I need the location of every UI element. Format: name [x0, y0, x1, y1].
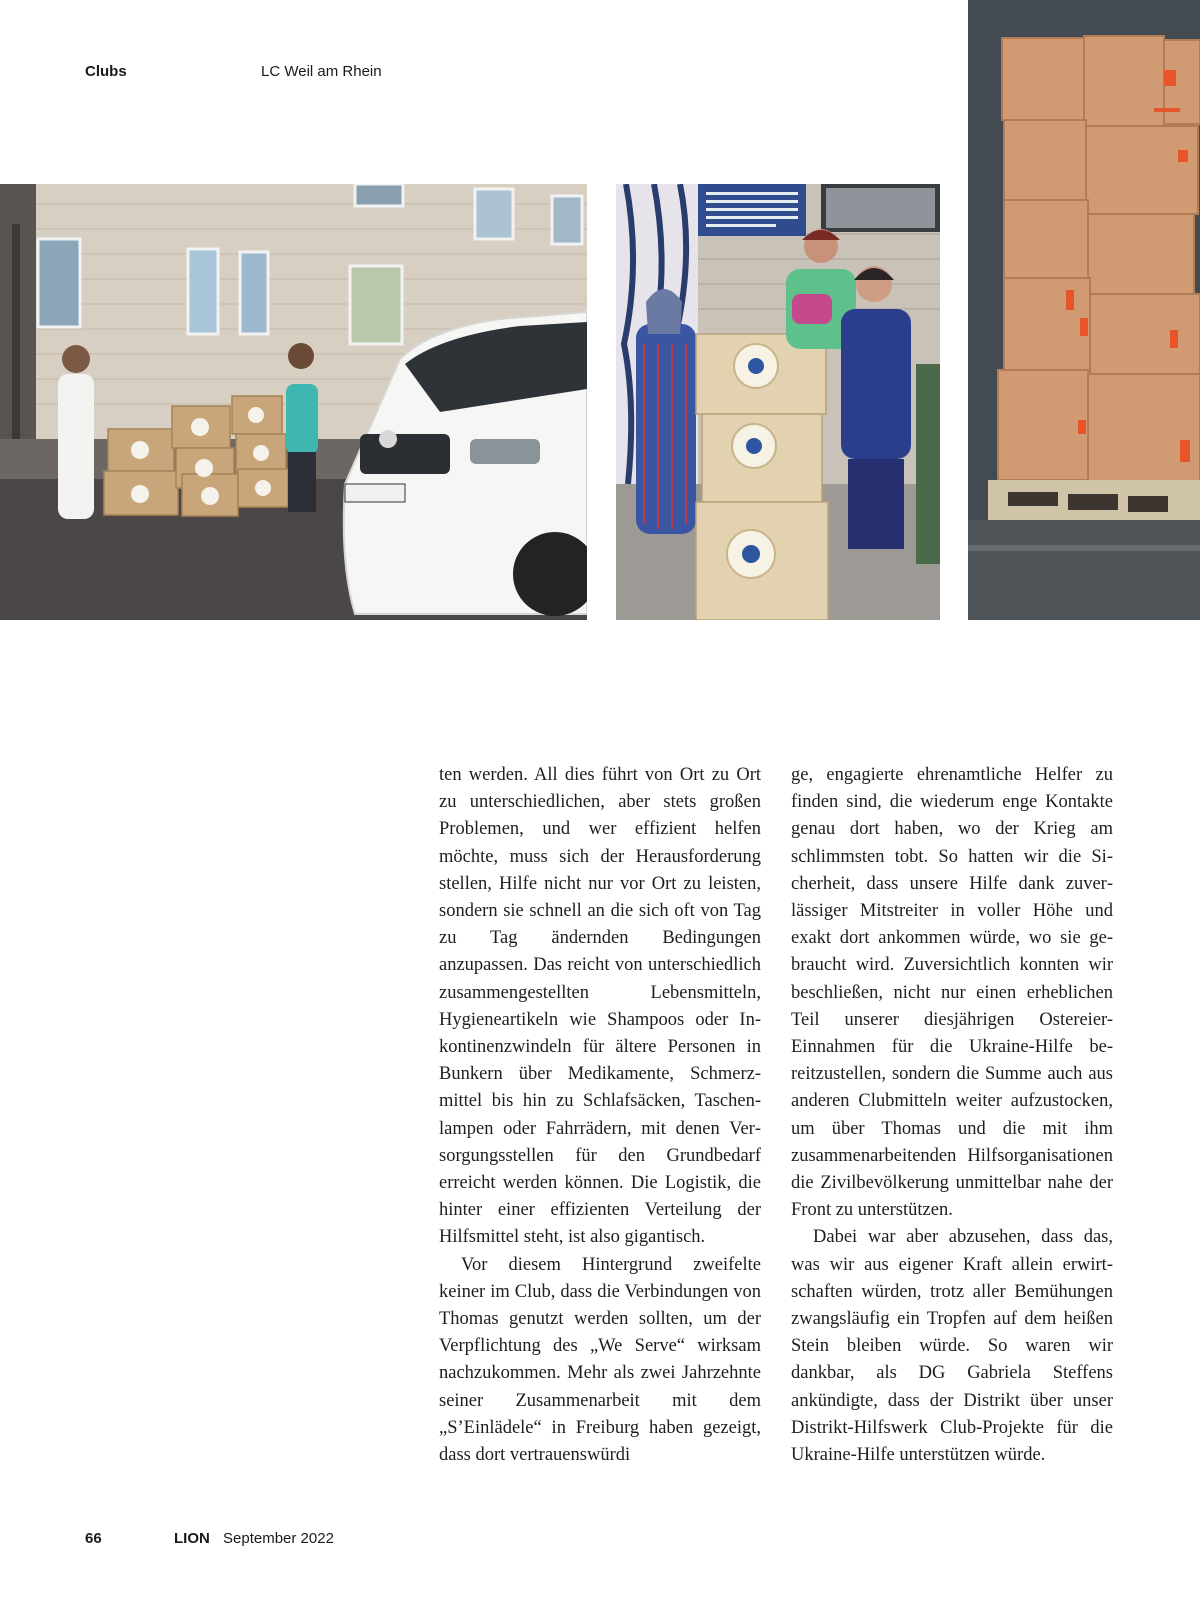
magazine-name: LION — [174, 1530, 210, 1547]
issue-date: September 2022 — [223, 1530, 334, 1547]
photo-van-delivery-image — [0, 184, 587, 620]
club-name: LC Weil am Rhein — [261, 63, 382, 80]
article-paragraph: Dabei war aber abzusehen, dass das, was wir aus eigener Kraft allein erwirtschaften würden, trotz aller Bemühungen zwangsläufig ein Tropfen auf dem heißen Stein bleiben würde. So waren wir dankbar, als DG Gabriela Steffens ankündigte, dass der Distrikt über unser Distrikt-Hilfswerk Club-Projekte für die Ukraine-Hilfe unterstützen würde. — [791, 1227, 1113, 1466]
photo-pallet-boxes — [968, 0, 1200, 620]
page-number: 66 — [85, 1530, 102, 1547]
section-label: Clubs — [85, 63, 127, 80]
photo-pallet-boxes-image — [968, 0, 1200, 620]
article-column-left — [439, 762, 761, 1469]
photo-women-with-boxes-image — [616, 184, 940, 620]
article-paragraph: ge, engagierte ehrenamtliche Helfer zu finden sind, die wiederum enge Kontakte genau dort haben, wo der Krieg am schlimmsten tobt. So hatten wir die Sicherheit, dass unsere Hilfe dank zuverlässiger Mitstreiter in voller Höhe und exakt dort ankommen würde, wo sie gebraucht wird. Zuversichtlich konnten wir beschließen, nicht nur einen erheblichen Teil unserer diesjährigen Ostereier-Einnahmen für die Ukraine-Hilfe bereitzustellen, sondern die Summe auch aus anderen Clubmitteln weiter aufzustocken, um über Thomas und die mit ihm zusammenarbeitenden Hilfsorganisationen die Zivilbevölkerung unmittelbar nahe der Front zu unterstützen. — [791, 765, 1113, 1221]
photo-van-delivery — [0, 184, 587, 620]
article-column-right — [791, 762, 1113, 1469]
photo-women-with-boxes — [616, 184, 940, 620]
article-paragraph: ten werden. All dies führt von Ort zu Ort zu unterschiedlichen, aber stets großen Problemen, und wer effizient helfen möchte, muss sich der Herausforderung stellen, Hilfe nicht nur vor Ort zu leisten, sondern sie schnell an die sich oft von Tag zu Tag ändernden Bedingungen anzupassen. Das reicht von unterschiedlich zusammengestellten Lebensmitteln, Hygieneartikeln wie Shampoos oder Inkontinenzwindeln für ältere Personen in Bunkern über Medikamente, Schmerzmittel bis hin zu Schlafsäcken, Taschenlampen oder Fahrrädern, mit denen Versorgungsstellen für den Grundbedarf erreicht werden können. Die Logistik, die hinter einer effizienten Verteilung der Hilfsmittel steht, ist also gigantisch. — [439, 765, 761, 1248]
article-paragraph: Vor diesem Hintergrund zweifelte keiner im Club, dass die Verbindungen von Thomas genutzt werden sollten, um der Verpflichtung des „We Serve“ wirksam nachzukommen. Mehr als zwei Jahrzehnte seiner Zusammenarbeit mit dem „S’Einlädele“ in Freiburg haben gezeigt, dass dort vertrauenswürdi — [439, 1254, 761, 1466]
